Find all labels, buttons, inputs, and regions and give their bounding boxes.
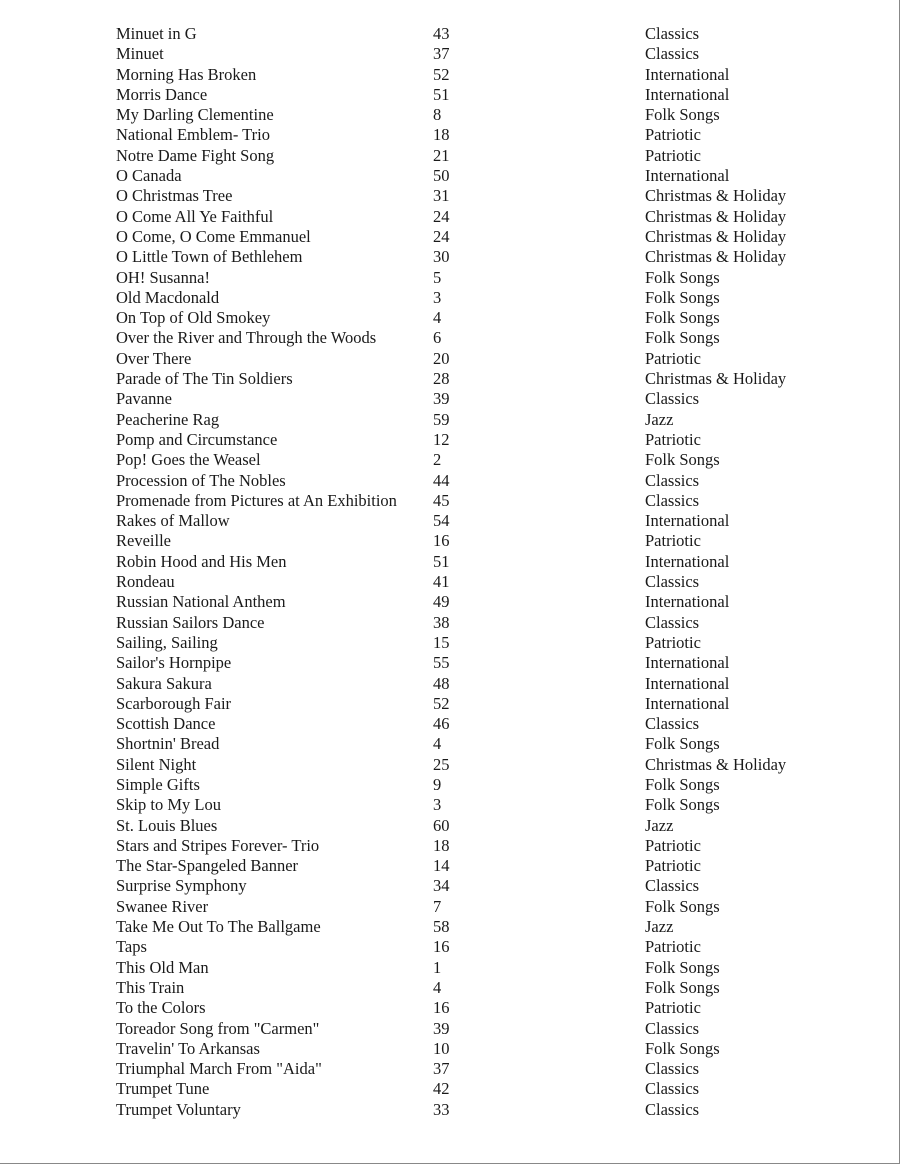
- song-category: International: [645, 166, 730, 186]
- song-title: O Little Town of Bethlehem: [116, 247, 303, 267]
- song-title: Minuet: [116, 44, 164, 64]
- page-number: 39: [433, 389, 450, 409]
- song-title: Over There: [116, 348, 192, 368]
- page-number: 45: [433, 490, 450, 510]
- song-category: International: [645, 511, 730, 531]
- page-number: 3: [433, 287, 442, 307]
- song-title: The Star-Spangeled Banner: [116, 856, 299, 876]
- song-title: Sailing, Sailing: [116, 632, 218, 652]
- song-index-list: [0, 24, 900, 1120]
- song-category: International: [645, 693, 730, 713]
- song-category: International: [645, 64, 730, 84]
- song-category: Classics: [645, 44, 700, 64]
- song-category: Patriotic: [645, 348, 701, 368]
- song-category: Classics: [645, 876, 700, 896]
- page-number: 6: [433, 328, 442, 348]
- song-category: Classics: [645, 1018, 700, 1038]
- song-title: Take Me Out To The Ballgame: [116, 917, 321, 937]
- song-category: Classics: [645, 1059, 700, 1079]
- page-number: 16: [433, 937, 450, 957]
- index-row: [0, 268, 900, 288]
- page-number: 59: [433, 409, 450, 429]
- page-number: 33: [433, 1099, 450, 1119]
- page-number: 55: [433, 653, 450, 673]
- index-row: [0, 410, 900, 430]
- page-number: 48: [433, 673, 450, 693]
- song-title: This Old Man: [116, 957, 209, 977]
- index-row: [0, 653, 900, 673]
- page-number: 49: [433, 592, 450, 612]
- song-title: Simple Gifts: [116, 774, 200, 794]
- page-number: 60: [433, 815, 450, 835]
- page-number: 43: [433, 24, 450, 43]
- song-category: Folk Songs: [645, 795, 720, 815]
- song-title: Trumpet Tune: [116, 1079, 210, 1099]
- page-number: 4: [433, 308, 442, 328]
- index-row: [0, 613, 900, 633]
- index-row: [0, 227, 900, 247]
- page-number: 51: [433, 551, 450, 571]
- index-row: [0, 430, 900, 450]
- song-title: Pavanne: [116, 389, 172, 409]
- song-category: Folk Songs: [645, 267, 720, 287]
- song-title: Morris Dance: [116, 84, 208, 104]
- page-number: 5: [433, 267, 442, 287]
- song-category: Christmas & Holiday: [645, 186, 787, 206]
- page-number: 3: [433, 795, 442, 815]
- song-title: Toreador Song from "Carmen": [116, 1018, 320, 1038]
- page-number: 9: [433, 774, 442, 794]
- index-row: [0, 369, 900, 389]
- index-row: [0, 876, 900, 896]
- index-row: [0, 836, 900, 856]
- song-title: To the Colors: [116, 998, 206, 1018]
- page-number: 50: [433, 166, 450, 186]
- song-title: Pop! Goes the Weasel: [116, 450, 261, 470]
- page-number: 7: [433, 896, 442, 916]
- song-category: Patriotic: [645, 937, 701, 957]
- index-row: [0, 288, 900, 308]
- page-number: 2: [433, 450, 442, 470]
- index-row: [0, 349, 900, 369]
- song-title: Travelin' To Arkansas: [116, 1038, 260, 1058]
- index-row: [0, 186, 900, 206]
- page-number: 4: [433, 734, 442, 754]
- song-title: Notre Dame Fight Song: [116, 145, 275, 165]
- song-title: Pomp and Circumstance: [116, 429, 278, 449]
- song-category: Classics: [645, 1099, 700, 1119]
- song-category: Patriotic: [645, 998, 701, 1018]
- page-number: 44: [433, 470, 450, 490]
- index-row: [0, 795, 900, 815]
- index-row: [0, 105, 900, 125]
- song-title: O Come All Ye Faithful: [116, 206, 274, 226]
- song-title: Procession of The Nobles: [116, 470, 286, 490]
- song-category: International: [645, 592, 730, 612]
- song-title: St. Louis Blues: [116, 815, 218, 835]
- song-title: O Canada: [116, 166, 182, 186]
- page-number: 46: [433, 714, 450, 734]
- index-row: [0, 734, 900, 754]
- song-title: Russian National Anthem: [116, 592, 286, 612]
- song-title: Skip to My Lou: [116, 795, 221, 815]
- song-category: Classics: [645, 470, 700, 490]
- song-category: Christmas & Holiday: [645, 206, 787, 226]
- index-row: [0, 674, 900, 694]
- song-title: Stars and Stripes Forever- Trio: [116, 835, 320, 855]
- index-row: [0, 166, 900, 186]
- song-category: Folk Songs: [645, 328, 720, 348]
- index-row: [0, 572, 900, 592]
- song-title: Scarborough Fair: [116, 693, 232, 713]
- index-row: [0, 247, 900, 267]
- index-row: [0, 308, 900, 328]
- page-number: 42: [433, 1079, 450, 1099]
- index-row: [0, 816, 900, 836]
- index-row: [0, 1019, 900, 1039]
- song-category: Classics: [645, 1079, 700, 1099]
- song-title: Triumphal March From "Aida": [116, 1059, 322, 1079]
- index-row: [0, 450, 900, 470]
- song-category: Folk Songs: [645, 287, 720, 307]
- page-number: 30: [433, 247, 450, 267]
- song-title: My Darling Clementine: [116, 105, 274, 125]
- song-title: Russian Sailors Dance: [116, 612, 265, 632]
- index-row: [0, 694, 900, 714]
- song-title: This Train: [116, 977, 185, 997]
- song-category: Christmas & Holiday: [645, 247, 787, 267]
- song-title: Minuet in G: [116, 24, 197, 43]
- index-row: [0, 937, 900, 957]
- song-category: Folk Songs: [645, 734, 720, 754]
- song-category: Jazz: [645, 917, 674, 937]
- index-row: [0, 389, 900, 409]
- index-row: [0, 958, 900, 978]
- page-number: 8: [433, 105, 442, 125]
- page-number: 16: [433, 531, 450, 551]
- song-title: On Top of Old Smokey: [116, 308, 271, 328]
- index-row: [0, 755, 900, 775]
- page-number: 15: [433, 632, 450, 652]
- song-title: OH! Susanna!: [116, 267, 210, 287]
- page-number: 18: [433, 835, 450, 855]
- song-category: Patriotic: [645, 145, 701, 165]
- page-number: 28: [433, 369, 450, 389]
- song-category: Christmas & Holiday: [645, 226, 787, 246]
- index-row: [0, 552, 900, 572]
- index-row: [0, 531, 900, 551]
- song-category: Folk Songs: [645, 1038, 720, 1058]
- song-category: Patriotic: [645, 125, 701, 145]
- song-category: Folk Songs: [645, 977, 720, 997]
- index-row: [0, 917, 900, 937]
- page-number: 52: [433, 64, 450, 84]
- page-number: 21: [433, 145, 450, 165]
- song-category: Folk Songs: [645, 896, 720, 916]
- song-title: Sailor's Hornpipe: [116, 653, 232, 673]
- song-title: Reveille: [116, 531, 171, 551]
- song-title: National Emblem- Trio: [116, 125, 270, 145]
- song-category: Christmas & Holiday: [645, 754, 787, 774]
- song-category: Folk Songs: [645, 308, 720, 328]
- song-category: Classics: [645, 490, 700, 510]
- page-number: 34: [433, 876, 450, 896]
- song-title: Surprise Symphony: [116, 876, 247, 896]
- song-title: Silent Night: [116, 754, 197, 774]
- index-row: [0, 491, 900, 511]
- page-number: 14: [433, 856, 450, 876]
- index-row: [0, 85, 900, 105]
- index-row: [0, 1039, 900, 1059]
- page-number: 52: [433, 693, 450, 713]
- page-number: 37: [433, 1059, 450, 1079]
- index-row: [0, 1059, 900, 1079]
- page-number: 10: [433, 1038, 450, 1058]
- index-row: [0, 207, 900, 227]
- song-category: Classics: [645, 24, 700, 43]
- song-category: International: [645, 673, 730, 693]
- song-title: Rondeau: [116, 572, 175, 592]
- page-number: 25: [433, 754, 450, 774]
- page-number: 31: [433, 186, 450, 206]
- song-title: Scottish Dance: [116, 714, 216, 734]
- index-row: [0, 146, 900, 166]
- index-row: [0, 1079, 900, 1099]
- index-row: [0, 24, 900, 44]
- page-number: 20: [433, 348, 450, 368]
- song-category: Classics: [645, 572, 700, 592]
- song-title: Sakura Sakura: [116, 673, 212, 693]
- song-category: Patriotic: [645, 632, 701, 652]
- index-row: [0, 856, 900, 876]
- song-title: Parade of The Tin Soldiers: [116, 369, 293, 389]
- song-category: International: [645, 551, 730, 571]
- song-category: Folk Songs: [645, 774, 720, 794]
- page-number: 38: [433, 612, 450, 632]
- song-category: Patriotic: [645, 856, 701, 876]
- song-title: Rakes of Mallow: [116, 511, 230, 531]
- song-title: Old Macdonald: [116, 287, 220, 307]
- song-category: Folk Songs: [645, 957, 720, 977]
- song-title: O Come, O Come Emmanuel: [116, 226, 311, 246]
- index-row: [0, 511, 900, 531]
- page-number: 37: [433, 44, 450, 64]
- page-number: 39: [433, 1018, 450, 1038]
- song-category: Folk Songs: [645, 105, 720, 125]
- index-row: [0, 633, 900, 653]
- index-row: [0, 998, 900, 1018]
- index-row: [0, 471, 900, 491]
- index-row: [0, 897, 900, 917]
- index-row: [0, 328, 900, 348]
- song-category: International: [645, 84, 730, 104]
- song-category: Classics: [645, 389, 700, 409]
- song-category: Classics: [645, 612, 700, 632]
- page-number: 1: [433, 957, 442, 977]
- song-title: Peacherine Rag: [116, 409, 220, 429]
- song-category: International: [645, 653, 730, 673]
- song-title: O Christmas Tree: [116, 186, 233, 206]
- index-row: [0, 592, 900, 612]
- song-category: Patriotic: [645, 429, 701, 449]
- index-row: [0, 1100, 900, 1120]
- page-number: 24: [433, 226, 450, 246]
- page-number: 54: [433, 511, 450, 531]
- song-title: Taps: [116, 937, 147, 957]
- index-row: [0, 714, 900, 734]
- page-number: 51: [433, 84, 450, 104]
- song-title: Over the River and Through the Woods: [116, 328, 377, 348]
- index-row: [0, 65, 900, 85]
- song-title: Trumpet Voluntary: [116, 1099, 241, 1119]
- index-row: [0, 978, 900, 998]
- song-title: Promenade from Pictures at An Exhibition: [116, 490, 397, 510]
- song-title: Shortnin' Bread: [116, 734, 220, 754]
- song-title: Morning Has Broken: [116, 64, 257, 84]
- index-row: [0, 125, 900, 145]
- index-row: [0, 44, 900, 64]
- page-number: 58: [433, 917, 450, 937]
- song-title: Swanee River: [116, 896, 209, 916]
- page-number: 4: [433, 977, 442, 997]
- page-number: 12: [433, 429, 450, 449]
- page-number: 24: [433, 206, 450, 226]
- song-category: Jazz: [645, 409, 674, 429]
- page-number: 16: [433, 998, 450, 1018]
- song-category: Christmas & Holiday: [645, 369, 787, 389]
- song-title: Robin Hood and His Men: [116, 551, 287, 571]
- song-category: Classics: [645, 714, 700, 734]
- song-category: Folk Songs: [645, 450, 720, 470]
- index-row: [0, 775, 900, 795]
- song-category: Jazz: [645, 815, 674, 835]
- song-category: Patriotic: [645, 835, 701, 855]
- page-number: 18: [433, 125, 450, 145]
- page-number: 41: [433, 572, 450, 592]
- song-category: Patriotic: [645, 531, 701, 551]
